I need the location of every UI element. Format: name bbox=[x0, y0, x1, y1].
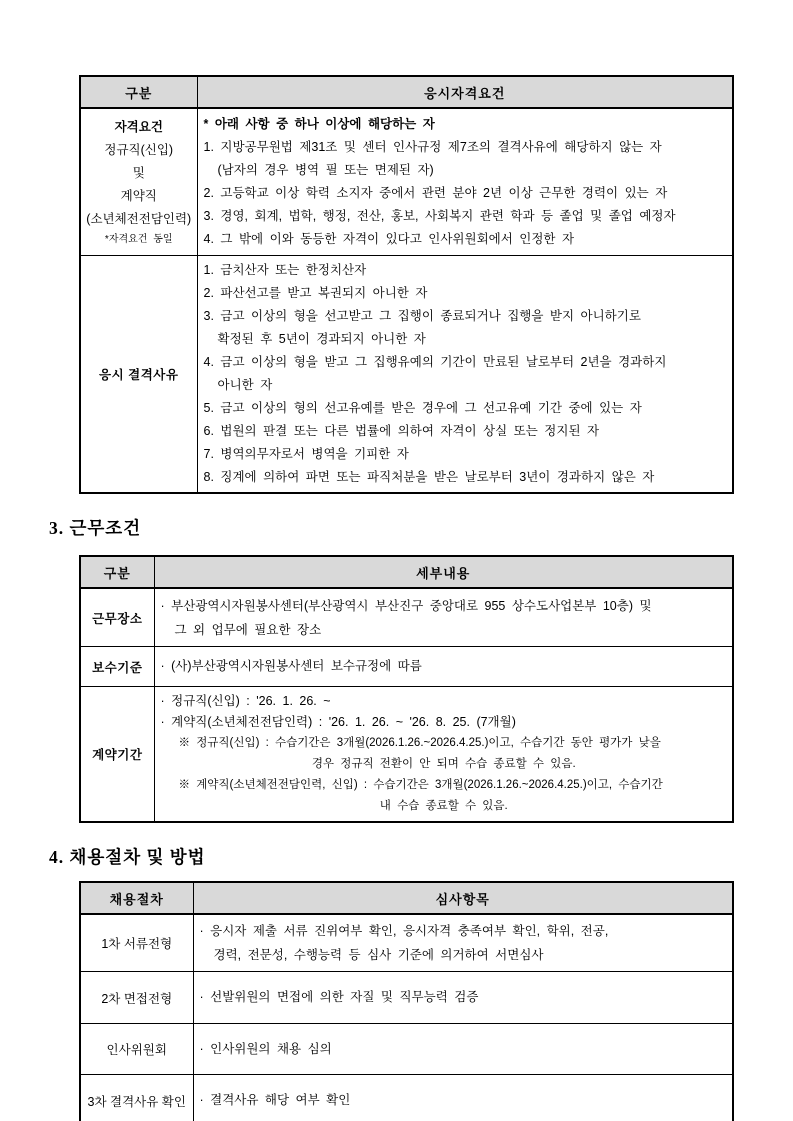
qualification-table-header-row bbox=[80, 76, 733, 108]
process-row-document-screening bbox=[80, 914, 733, 972]
qual-req-item: 3. 경영, 회계, 법학, 행정, 전산, 홍보, 사회복지 관련 학과 등 졸업 및 졸업 예정자 bbox=[203, 209, 676, 223]
qual-req-label-line: 정규직(신입) bbox=[104, 142, 174, 157]
qual-req-label-cell bbox=[80, 108, 197, 256]
section-3-heading: 3. 근무조건 bbox=[49, 518, 142, 538]
disq-item: 4. 금고 이상의 형을 받고 그 집행유예의 기간이 만료된 날로부터 2년을 경과하지 bbox=[203, 355, 667, 369]
contract-note-line: ※ 정규직(신입) : 수습기간은 3개월(2026.1.26.~2026.4.25.)이고, 수습기간 동안 평가가 낮을 bbox=[178, 737, 661, 749]
process-criteria-line: · 선발위원의 면접에 의한 자질 및 직무능력 검증 bbox=[199, 990, 479, 1004]
disq-label-cell: 응시 결격사유 bbox=[80, 256, 197, 494]
process-header-stage: 채용절차 bbox=[80, 882, 193, 914]
process-stage-content bbox=[193, 1075, 733, 1121]
process-stage-content bbox=[193, 914, 733, 972]
qual-req-label-line: 계약직 bbox=[120, 188, 157, 203]
work-location-line: 그 외 업무에 필요한 장소 bbox=[174, 622, 322, 637]
process-criteria-line: · 인사위원의 채용 심의 bbox=[199, 1041, 332, 1056]
process-stage-label: 1차 서류전형 bbox=[80, 914, 193, 972]
work-location-label: 근무장소 bbox=[80, 588, 154, 647]
process-stage-content bbox=[193, 972, 733, 1024]
process-row-interview bbox=[80, 972, 733, 1024]
work-location-content bbox=[154, 588, 733, 647]
work-header-details: 세부내용 bbox=[154, 556, 733, 588]
contract-note-line: ※ 계약직(소년체전전담인력, 신입) : 수습기간은 3개월(2026.1.26.~2026.4.25.)이고, 수습기간 bbox=[178, 779, 663, 791]
qual-req-label-line: 및 bbox=[132, 165, 145, 180]
disq-item: 1. 금치산자 또는 한정치산자 bbox=[203, 263, 367, 277]
disq-item: 8. 징계에 의하여 파면 또는 파직처분을 받은 날로부터 3년이 경과하지 않은 자 bbox=[203, 470, 655, 484]
process-stage-label: 인사위원회 bbox=[80, 1024, 193, 1075]
work-conditions-table bbox=[79, 555, 734, 823]
qualification-table bbox=[79, 75, 734, 494]
contract-line: · 정규직(신입) : '26. 1. 26. ~ bbox=[160, 694, 331, 708]
process-stage-label: 3차 결격사유 확인 bbox=[80, 1075, 193, 1121]
contract-period-content bbox=[154, 687, 733, 823]
contract-period-label: 계약기간 bbox=[80, 687, 154, 823]
pay-standard-line: · (사)부산광역시자원봉사센터 보수규정에 따름 bbox=[160, 659, 422, 673]
disq-item-continuation: 아니한 자 bbox=[217, 378, 273, 392]
qual-header-requirements: 응시자격요건 bbox=[197, 76, 733, 108]
disqualification-row bbox=[80, 256, 733, 494]
work-location-line: · 부산광역시자원봉사센터(부산광역시 부산진구 중앙대로 955 상수도사업본부 10층) 및 bbox=[160, 598, 652, 613]
disq-content-cell bbox=[197, 256, 733, 494]
work-table-header-row bbox=[80, 556, 733, 588]
disq-item: 3. 금고 이상의 형을 선고받고 그 집행이 종료되거나 집행을 받지 아니하기로 bbox=[203, 309, 641, 323]
recruitment-process-table bbox=[79, 881, 734, 1121]
disq-item: 6. 법원의 판결 또는 다른 법률에 의하여 자격이 상실 또는 정지된 자 bbox=[203, 424, 600, 438]
pay-standard-row bbox=[80, 647, 733, 687]
qual-req-item-continuation: (남자의 경우 병역 필 또는 면제된 자) bbox=[217, 163, 434, 177]
pay-standard-label: 보수기준 bbox=[80, 647, 154, 687]
process-header-criteria: 심사항목 bbox=[193, 882, 733, 914]
process-table-header-row bbox=[80, 882, 733, 914]
qual-header-category: 구분 bbox=[80, 76, 197, 108]
qual-req-item: 2. 고등학교 이상 학력 소지자 중에서 관련 분야 2년 이상 근무한 경력이 있는 자 bbox=[203, 186, 668, 200]
qual-req-label-note: *자격요건 동일 bbox=[104, 233, 173, 245]
contract-period-row bbox=[80, 687, 733, 823]
process-criteria-line: · 응시자 제출 서류 진위여부 확인, 응시자격 충족여부 확인, 학위, 전공, bbox=[199, 924, 609, 938]
contract-line: · 계약직(소년체전전담인력) : '26. 1. 26. ~ '26. 8. 25. (7개월) bbox=[160, 715, 516, 729]
process-criteria-line: 경력, 전문성, 수행능력 등 심사 기준에 의거하여 서면심사 bbox=[213, 948, 544, 962]
disq-item-continuation: 확정된 후 5년이 경과되지 아니한 자 bbox=[217, 332, 426, 346]
process-criteria-line: · 결격사유 해당 여부 확인 bbox=[199, 1093, 351, 1107]
process-row-disqualification-check bbox=[80, 1075, 733, 1121]
work-header-category: 구분 bbox=[80, 556, 154, 588]
section-4-heading: 4. 채용절차 및 방법 bbox=[49, 847, 206, 867]
qualification-requirements-row bbox=[80, 108, 733, 256]
qual-req-item: 4. 그 밖에 이와 동등한 자격이 있다고 인사위원회에서 인정한 자 bbox=[203, 232, 575, 246]
qual-req-intro: * 아래 사항 중 하나 이상에 해당하는 자 bbox=[203, 117, 435, 131]
qual-req-content-cell bbox=[197, 108, 733, 256]
disq-item: 5. 금고 이상의 형의 선고유예를 받은 경우에 그 선고유예 기간 중에 있는 자 bbox=[203, 401, 642, 415]
contract-note-line: 내 수습 종료할 수 있음. bbox=[379, 800, 508, 812]
disq-item: 2. 파산선고를 받고 복권되지 아니한 자 bbox=[203, 286, 428, 300]
process-stage-content bbox=[193, 1024, 733, 1075]
process-stage-label: 2차 면접전형 bbox=[80, 972, 193, 1024]
work-location-row bbox=[80, 588, 733, 647]
qual-req-label-line: (소년체전전담인력) bbox=[86, 211, 192, 226]
pay-standard-content bbox=[154, 647, 733, 687]
qual-req-item: 1. 지방공무원법 제31조 및 센터 인사규정 제7조의 결격사유에 해당하지 않는 자 bbox=[203, 140, 662, 154]
qual-req-label-line: 자격요건 bbox=[114, 119, 163, 134]
process-row-personnel-committee bbox=[80, 1024, 733, 1075]
disq-item: 7. 병역의무자로서 병역을 기피한 자 bbox=[203, 447, 409, 461]
contract-note-line: 경우 정규직 전환이 안 되며 수습 종료할 수 있음. bbox=[311, 758, 576, 770]
